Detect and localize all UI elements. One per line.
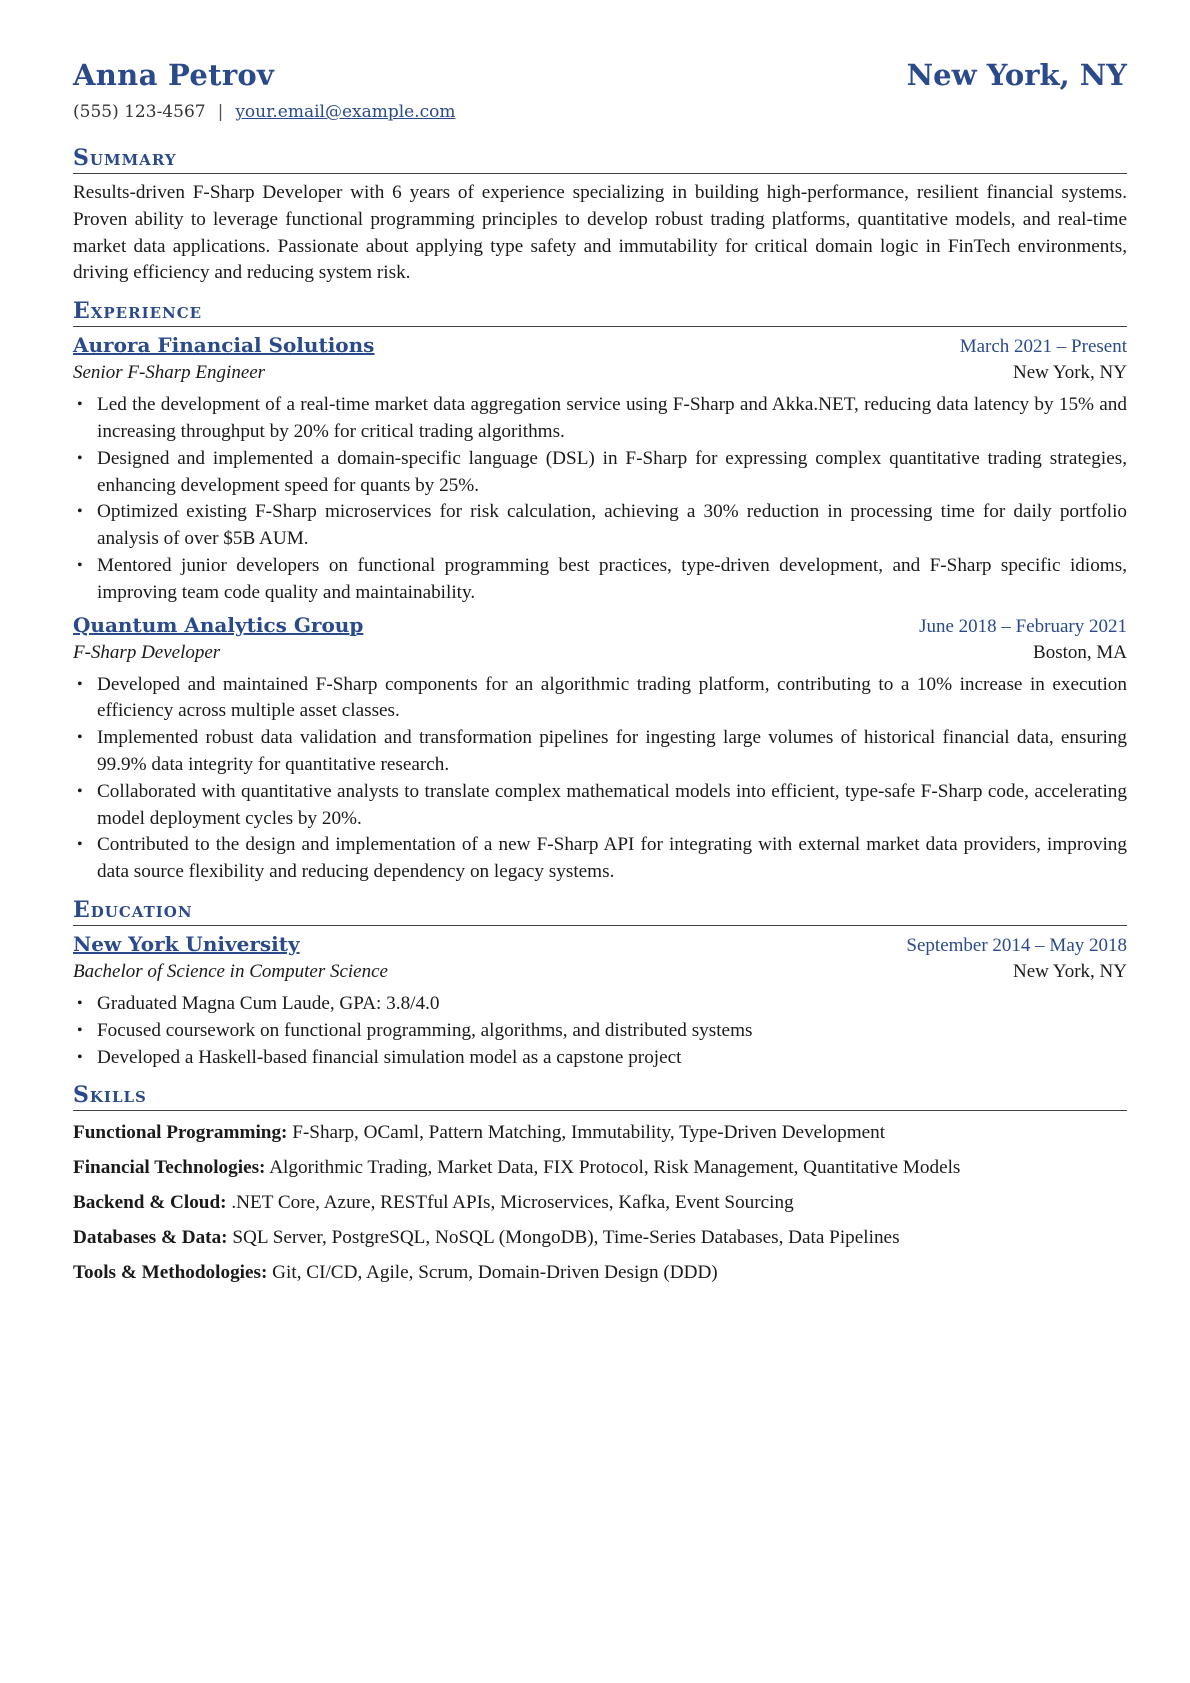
contact-line	[73, 102, 1127, 122]
section-title-education: Education	[73, 896, 1127, 926]
education-org[interactable]: New York University	[73, 931, 300, 956]
resume-header	[73, 58, 1127, 92]
education-dates: September 2014 – May 2018	[906, 934, 1127, 956]
resume-page	[73, 58, 1127, 1286]
skills-list	[73, 1120, 1127, 1286]
education-degree: Bachelor of Science in Computer Science	[73, 960, 388, 982]
job-bullets	[73, 672, 1127, 886]
email-link[interactable]: your.email@example.com	[235, 102, 456, 122]
skill-label: Functional Programming:	[73, 1122, 288, 1144]
skill-row	[73, 1260, 1127, 1286]
job-entry	[73, 333, 1127, 606]
skill-row	[73, 1120, 1127, 1146]
job-header	[73, 613, 1127, 638]
job-header	[73, 333, 1127, 358]
job-bullet: • Designed and implemented a domain-specific language (DSL) in F-Sharp for expressing complex quantitative trading strategies, enhancing development speed for quants by 25%.	[97, 446, 1127, 500]
contact-separator: |	[217, 102, 224, 122]
job-bullet: • Contributed to the design and implementation of a new F-Sharp API for integrating with external market data providers, improving data source flexibility and reducing dependency on legacy systems.	[97, 832, 1127, 886]
job-place: New York, NY	[1012, 362, 1127, 384]
skill-row	[73, 1190, 1127, 1216]
job-place: Boston, MA	[1033, 641, 1127, 663]
education-bullet: • Developed a Haskell-based financial simulation model as a capstone project	[97, 1045, 1127, 1072]
job-bullet: • Collaborated with quantitative analysts to translate complex mathematical models into efficient, type-safe F-Sharp code, accelerating model deployment cycles by 20%.	[97, 779, 1127, 833]
skill-value: F-Sharp, OCaml, Pattern Matching, Immutability, Type-Driven Development	[292, 1122, 886, 1144]
skill-label: Tools & Methodologies:	[73, 1262, 268, 1284]
candidate-name: Anna Petrov	[73, 58, 275, 92]
section-title-experience: Experience	[73, 297, 1127, 327]
skill-label: Databases & Data:	[73, 1227, 228, 1249]
education-bullets	[73, 991, 1127, 1071]
phone-number: (555) 123-4567	[73, 102, 206, 122]
education-subheader	[73, 961, 1127, 983]
candidate-location: New York, NY	[906, 58, 1127, 92]
education-place: New York, NY	[1012, 960, 1127, 982]
skill-value: SQL Server, PostgreSQL, NoSQL (MongoDB), Time-Series Databases, Data Pipelines	[232, 1227, 900, 1249]
skill-value: Algorithmic Trading, Market Data, FIX Protocol, Risk Management, Quantitative Models	[269, 1157, 961, 1179]
job-bullet: • Optimized existing F-Sharp microservices for risk calculation, achieving a 30% reduction in processing time for daily portfolio analysis of over $5B AUM.	[97, 499, 1127, 553]
skill-label: Financial Technologies:	[73, 1157, 266, 1179]
skill-value: .NET Core, Azure, RESTful APIs, Microservices, Kafka, Event Sourcing	[231, 1192, 794, 1214]
skill-label: Backend & Cloud:	[73, 1192, 227, 1214]
education-bullet: • Focused coursework on functional programming, algorithms, and distributed systems	[97, 1018, 1127, 1045]
skill-value: Git, CI/CD, Agile, Scrum, Domain-Driven Design (DDD)	[272, 1262, 718, 1284]
job-dates: June 2018 – February 2021	[919, 615, 1127, 637]
summary-text: Results-driven F-Sharp Developer with 6 years of experience specializing in building high-performance, resilient financial systems. Proven ability to leverage functional programming principles to develop robust trading platforms, quantitative models, and real-time market data applications. Passionate about applying type safety and immutability for critical domain logic in FinTech environments, driving efficiency and reducing system risk.	[73, 182, 1127, 284]
job-entry	[73, 613, 1127, 886]
job-bullet: • Implemented robust data validation and transformation pipelines for ingesting large volumes of historical financial data, ensuring 99.9% data integrity for quantitative research.	[97, 725, 1127, 779]
section-title-skills: Skills	[73, 1081, 1127, 1111]
skill-row	[73, 1155, 1127, 1181]
job-org[interactable]: Quantum Analytics Group	[73, 612, 364, 637]
job-role: Senior F-Sharp Engineer	[73, 362, 266, 384]
job-dates: March 2021 – Present	[959, 336, 1127, 358]
education-header	[73, 932, 1127, 957]
job-subheader	[73, 362, 1127, 384]
education-bullet: • Graduated Magna Cum Laude, GPA: 3.8/4.0	[97, 991, 1127, 1018]
job-bullets	[73, 392, 1127, 606]
job-bullet: • Developed and maintained F-Sharp components for an algorithmic trading platform, contributing to a 10% increase in execution efficiency across multiple asset classes.	[97, 672, 1127, 726]
job-bullet: • Mentored junior developers on functional programming best practices, type-driven development, and F-Sharp specific idioms, improving team code quality and maintainability.	[97, 553, 1127, 607]
job-bullet: • Led the development of a real-time market data aggregation service using F-Sharp and Akka.NET, reducing data latency by 15% and increasing throughput by 20% for critical trading algorithms.	[97, 392, 1127, 446]
section-title-summary: Summary	[73, 144, 1127, 174]
skill-row	[73, 1225, 1127, 1251]
job-role: F-Sharp Developer	[73, 641, 221, 663]
job-org[interactable]: Aurora Financial Solutions	[73, 333, 375, 358]
job-subheader	[73, 642, 1127, 664]
